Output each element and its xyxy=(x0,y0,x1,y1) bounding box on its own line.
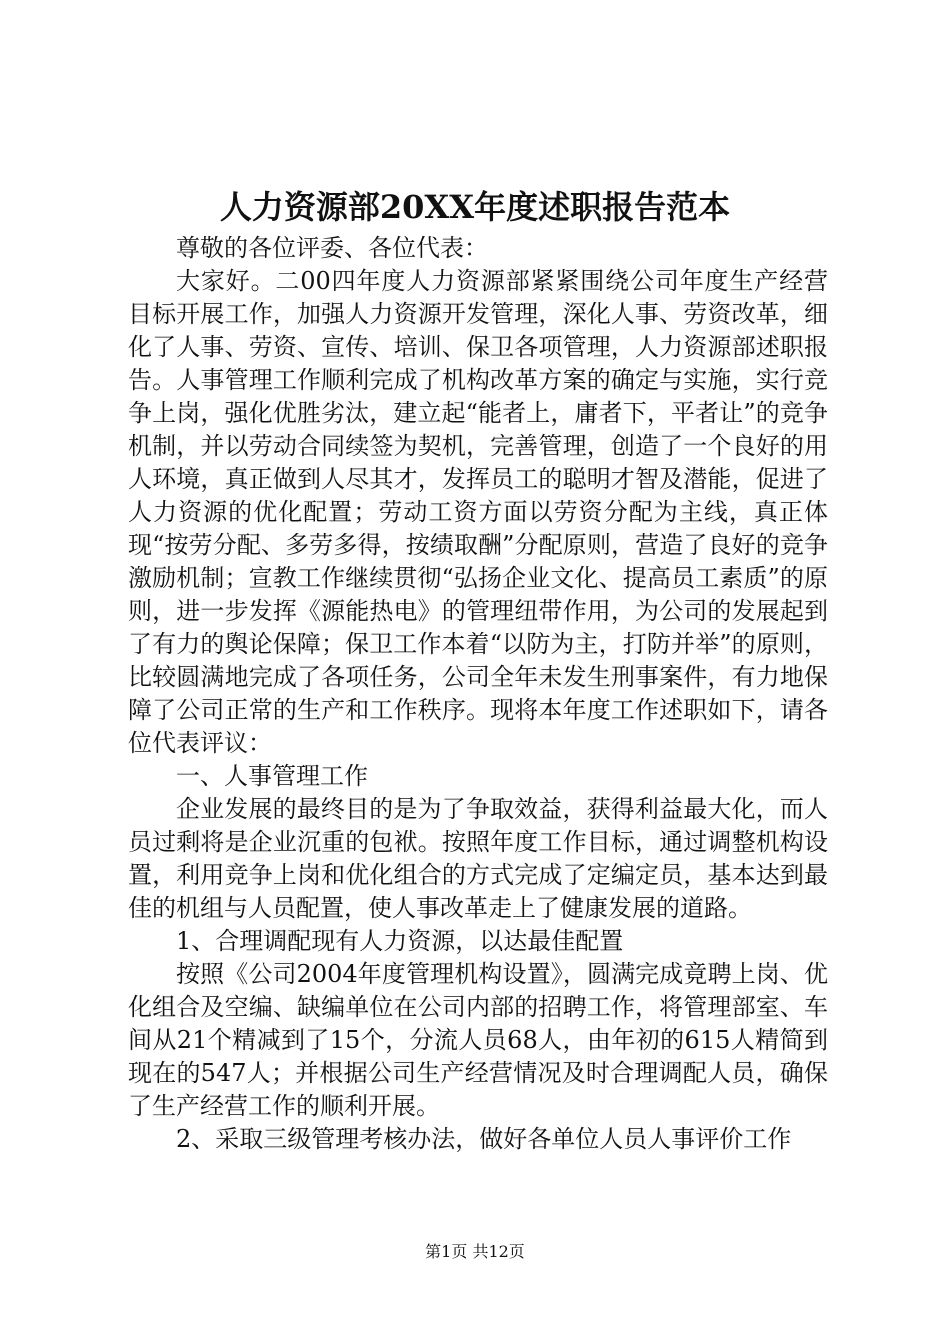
document-title: 人力资源部20XX年度述职报告范本 xyxy=(219,188,731,226)
paragraph-allocation: 按照《公司2004年度管理机构设置》，圆满完成竟聘上岗、优化组合及空编、缺编单位在公司内部的招聘工作，将管理部室、车间从21个精减到了15个，分流人员68人，由年初的615人精简到现在的547人；并根据公司生产经营情况及时合理调配人员，确保了生产经营工作的顺利开展。 xyxy=(128,960,828,1120)
subheading-allocation: 1、合理调配现有人力资源，以达最佳配置 xyxy=(176,927,624,955)
document-body xyxy=(128,232,828,1156)
subheading-assessment: 2、采取三级管理考核办法，做好各单位人员人事评价工作 xyxy=(176,1125,792,1153)
paragraph-intro: 大家好。二00四年度人力资源部紧紧围绕公司年度生产经营目标开展工作，加强人力资源开发管理，深化人事、劳资改革，细化了人事、劳资、宣传、培训、保卫各项管理，人力资源部述职报告。人事管理工作顺利完成了机构改革方案的确定与实施，实行竞争上岗，强化优胜劣汰，建立起“能者上，庸者下，平者让”的竞争机制，并以劳动合同续签为契机，完善管理，创造了一个良好的用人环境，真正做到人尽其才，发挥员工的聪明才智及潜能，促进了人力资源的优化配置；劳动工资方面以劳资分配为主线，真正体现“按劳分配、多劳多得，按绩取酬”分配原则，营造了良好的竞争激励机制；宣教工作继续贯彻“弘扬企业文化、提高员工素质”的原则，进一步发挥《源能热电》的管理纽带作用，为公司的发展起到了有力的舆论保障；保卫工作本着“以防为主，打防并举”的原则，比较圆满地完成了各项任务，公司全年未发生刑事案件，有力地保障了公司正常的生产和工作秩序。现将本年度工作述职如下，请各位代表评议： xyxy=(128,267,828,757)
paragraph-personnel: 企业发展的最终目的是为了争取效益，获得利益最大化，而人员过剩将是企业沉重的包袱。按照年度工作目标，通过调整机构设置，利用竞争上岗和优化组合的方式完成了定编定员，基本达到最佳的机组与人员配置，使人事改革走上了健康发展的道路。 xyxy=(128,795,828,922)
page-footer: 第1页 共12页 xyxy=(425,1242,525,1261)
paragraph-salutation: 尊敬的各位评委、各位代表： xyxy=(176,234,488,262)
section-heading-personnel: 一、人事管理工作 xyxy=(176,762,368,790)
